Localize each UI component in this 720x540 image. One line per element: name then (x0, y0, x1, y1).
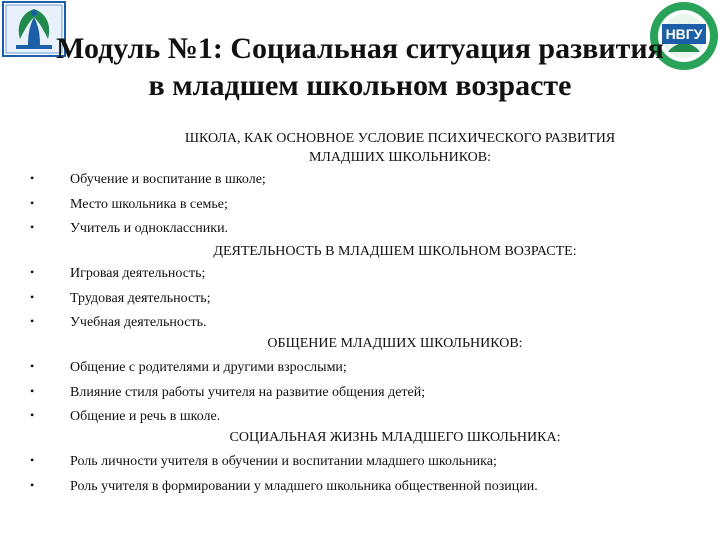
section-heading-communication (235, 334, 555, 353)
section-heading-line: ШКОЛА, КАК ОСНОВНОЕ УСЛОВИЕ ПСИХИЧЕСКОГО РАЗВИТИЯ (184, 131, 616, 146)
list-item: Обучение и воспитание в школе; (70, 172, 266, 187)
section-heading-line: ДЕЯТЕЛЬНОСТЬ В МЛАДШЕМ ШКОЛЬНОМ ВОЗРАСТЕ: (213, 244, 577, 259)
bullet-icon: • (30, 220, 35, 234)
list-item: Учебная деятельность. (70, 315, 207, 330)
bullet-icon: • (30, 196, 35, 210)
title-line-1: Модуль №1: Социальная ситуация развития (56, 32, 664, 65)
nvgu-logo-text: НВГУ (665, 26, 703, 42)
list-item: Роль учителя в формировании у младшего школьника общественной позиции. (70, 479, 538, 494)
slide-title (40, 30, 680, 104)
bullet-icon: • (30, 171, 35, 185)
list-item: Роль личности учителя в обучении и воспитании младшего школьника; (70, 454, 497, 469)
bullet-icon: • (30, 265, 35, 279)
section-heading-school (150, 129, 650, 167)
list-item: Влияние стиля работы учителя на развитие общения детей; (70, 385, 426, 400)
list-item: Игровая деятельность; (70, 266, 206, 281)
list-item: Место школьника в семье; (70, 197, 228, 212)
bullet-icon: • (30, 384, 35, 398)
bullet-icon: • (30, 453, 35, 467)
bullet-icon: • (30, 359, 35, 373)
title-line-2: в младшем школьном возрасте (148, 69, 572, 102)
list-item: Общение с родителями и другими взрослыми; (70, 360, 347, 375)
bullet-icon: • (30, 290, 35, 304)
section-heading-activity (185, 242, 605, 261)
bullet-icon: • (30, 314, 35, 328)
bullet-icon: • (30, 408, 35, 422)
list-item: Трудовая деятельность; (70, 291, 211, 306)
list-item: Учитель и одноклассники. (70, 221, 229, 236)
bullet-icon: • (30, 478, 35, 492)
section-heading-social-life (190, 428, 600, 447)
section-heading-line: МЛАДШИХ ШКОЛЬНИКОВ: (308, 150, 492, 165)
section-heading-line: СОЦИАЛЬНАЯ ЖИЗНЬ МЛАДШЕГО ШКОЛЬНИКА: (229, 430, 561, 445)
section-heading-line: ОБЩЕНИЕ МЛАДШИХ ШКОЛЬНИКОВ: (267, 336, 523, 351)
list-item: Общение и речь в школе. (70, 409, 221, 424)
